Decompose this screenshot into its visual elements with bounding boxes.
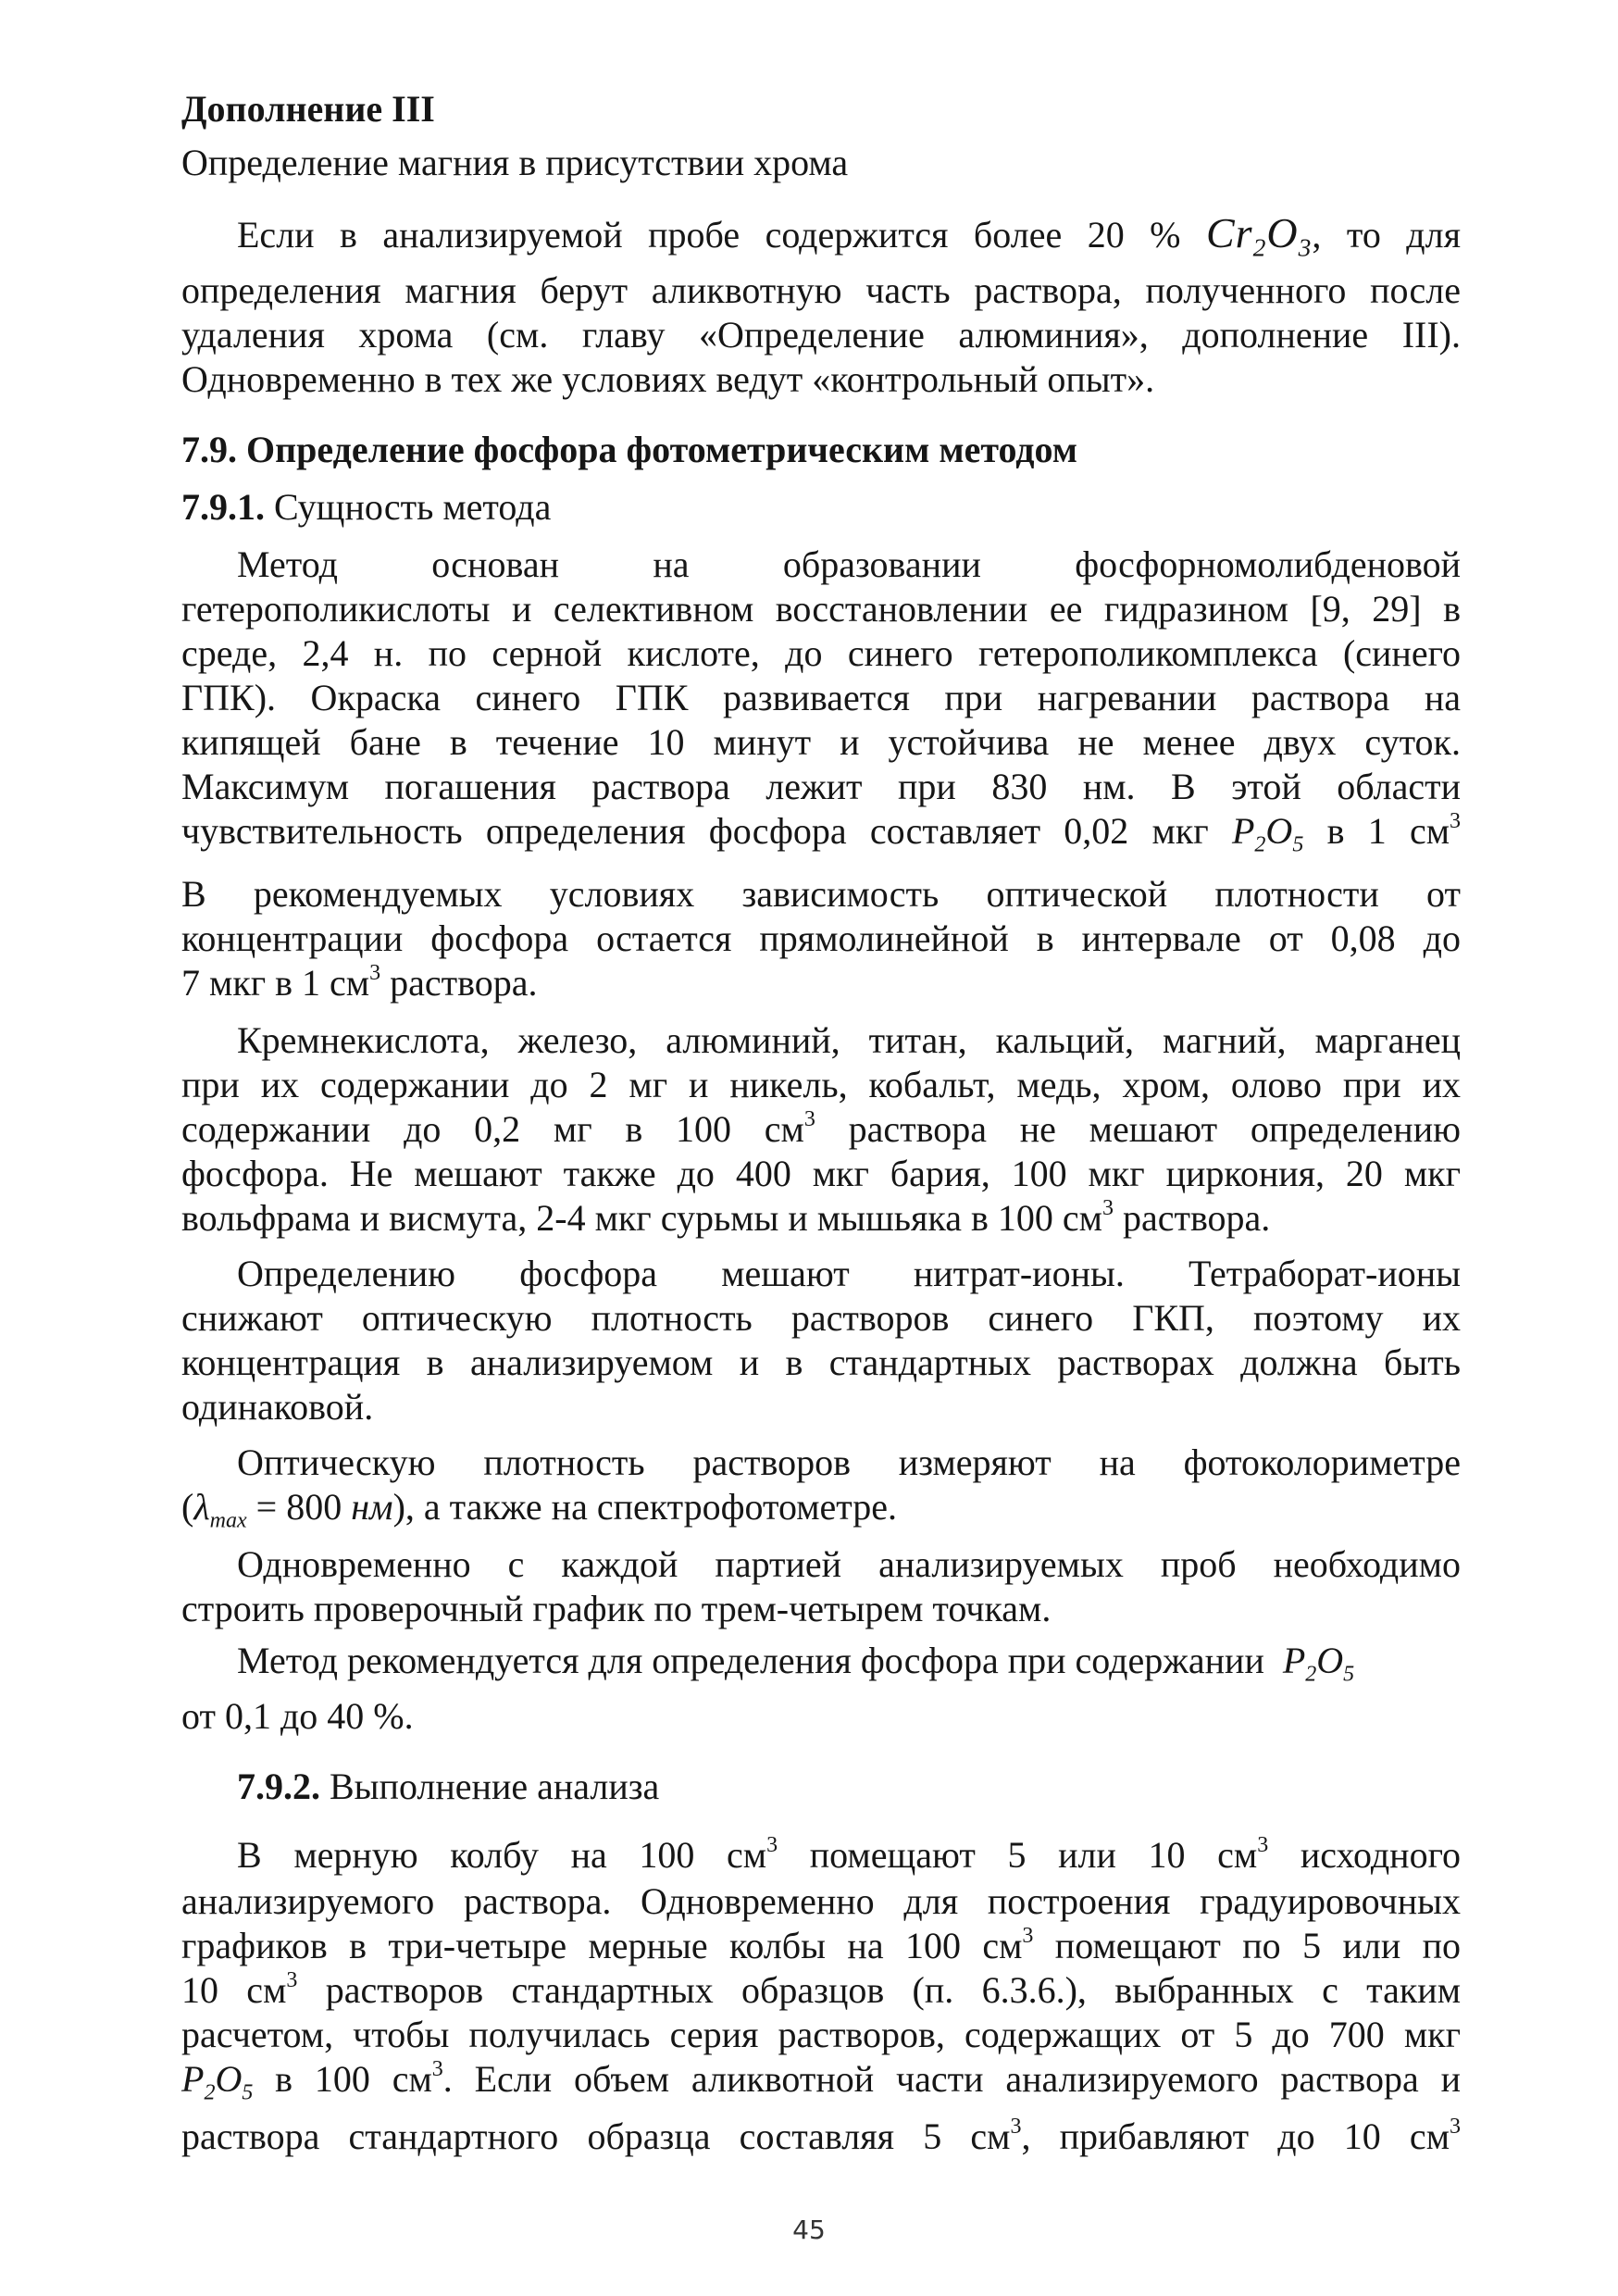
paragraph-line: от 0,1 до 40 %. — [181, 1695, 414, 1737]
paragraph-line: Метод основан на образовании фосфорномолибденовой — [237, 543, 1461, 585]
subsection-heading-792: 7.9.2. Выполнение анализа — [237, 1766, 660, 1807]
paragraph-line: при их содержании до 2 мг и никель, кобальт, медь, хром, олово при их — [181, 1064, 1461, 1105]
paragraph-line: графиков в три-четыре мерные колбы на 100 $см^3$ помещают по 5 или по — [181, 1924, 1462, 1966]
paragraph-line: определения магния берут аликвотную часть раствора, полученного после — [181, 269, 1461, 311]
lambda-max: $\lambda_{max}$ — [193, 1486, 247, 1533]
formula-p2o5: $P_2O_5$ — [181, 2058, 254, 2105]
paragraph-line: содержании до 0,2 мг в 100 $см^3$ раствора не мешают определению — [181, 1107, 1462, 1150]
supplement-title: Дополнение III — [181, 88, 435, 130]
paragraph-line: 10 $см^3$ растворов стандартных образцов (п. 6.3.6.), выбранных с таким — [181, 1968, 1462, 2011]
paragraph-line: Кремнекислота, железо, алюминий, титан, кальций, магний, марганец — [237, 1019, 1461, 1061]
paragraph-line: Если в анализируемой пробе содержится более 20 % $Cr_2O_3$, то для — [237, 209, 1462, 262]
subsection-heading-791: 7.9.1. Сущность метода — [181, 486, 552, 528]
paragraph-line: расчетом, чтобы получилась серия растворов, содержащих от 5 до 700 мкг — [181, 2014, 1461, 2055]
paragraph-line: фосфора. Не мешают также до 400 мкг бария, 100 мкг циркония, 20 мкг — [181, 1153, 1461, 1194]
paragraph-line: 7 мкг в 1 $см^3$ раствора. — [181, 961, 538, 1004]
paragraph-line: снижают оптическую плотность растворов синего ГКП, поэтому их — [181, 1297, 1461, 1339]
paragraph-line: одинаковой. — [181, 1386, 374, 1428]
paragraph-line: удаления хрома (см. главу «Определение алюминия», дополнение III). — [181, 314, 1461, 356]
supplement-subtitle: Определение магния в присутствии хрома — [181, 142, 849, 183]
paragraph-line: кипящей бане в течение 10 минут и устойчива не менее двух суток. — [181, 721, 1461, 763]
paragraph-line: ($\lambda_{max} = 800$ нм), а также на спектрофотометре. — [181, 1486, 897, 1533]
paragraph-line: $P_2O_5$ в 100 $см^3$. Если объем аликвотной части анализируемого раствора и — [181, 2057, 1462, 2105]
section-heading: 7.9. Определение фосфора фотометрическим методом — [181, 429, 1078, 470]
paragraph-line: гетерополикислоты и селективном восстановлении ее гидразином [9, 29] в — [181, 588, 1461, 630]
paragraph-line: анализируемого раствора. Одновременно для построения градуировочных — [181, 1880, 1461, 1922]
paragraph-line: В рекомендуемых условиях зависимость оптической плотности от — [181, 873, 1461, 915]
paragraph-line: Одновременно с каждой партией анализируемых проб необходимо — [237, 1543, 1461, 1585]
formula-cr2o3: $Cr_2O_3$ — [1205, 209, 1313, 262]
paragraph-line: ГПК). Окраска синего ГПК развивается при нагревании раствора на — [181, 677, 1461, 718]
paragraph-line: концентрация в анализируемом и в стандартных растворах должна быть — [181, 1341, 1461, 1383]
formula-p2o5: $P_2O_5$ — [1231, 810, 1304, 857]
paragraph-line: Определению фосфора мешают нитрат-ионы. Тетраборат-ионы — [237, 1253, 1461, 1294]
paragraph-line: концентрации фосфора остается прямолинейной в интервале от 0,08 до — [181, 917, 1461, 959]
paragraph-line: Одновременно в тех же условиях ведут «контрольный опыт». — [181, 358, 1155, 400]
paragraph-line: строить проверочный график по трем-четырем точкам. — [181, 1588, 1052, 1629]
formula-p2o5: $P_2O_5$ — [1282, 1640, 1355, 1687]
page-number: 45 — [792, 2215, 826, 2245]
paragraph-line: Максимум погашения раствора лежит при 830 нм. В этой области — [181, 766, 1461, 807]
paragraph-line: раствора стандартного образца составляя 5 $см^3$, прибавляют до 10 $см^3$ — [181, 2115, 1462, 2157]
paragraph-line: Оптическую плотность растворов измеряют на фотоколориметре — [237, 1441, 1461, 1483]
paragraph-line: В мерную колбу на 100 $см^3$ помещают 5 или 10 $см^3$ исходного — [237, 1833, 1461, 1876]
paragraph-line: Метод рекомендуется для определения фосфора при содержании $P_2O_5$ — [237, 1640, 1355, 1687]
paragraph-line: вольфрама и висмута, 2-4 мкг сурьмы и мышьяка в 100 $см^3$ раствора. — [181, 1196, 1271, 1239]
paragraph-line: чувствительность определения фосфора составляет 0,02 мкг $P_2O_5$ в 1 $см^3$ — [181, 809, 1462, 857]
paragraph-line: среде, 2,4 н. по серной кислоте, до синего гетерополикомплекса (синего — [181, 632, 1461, 674]
